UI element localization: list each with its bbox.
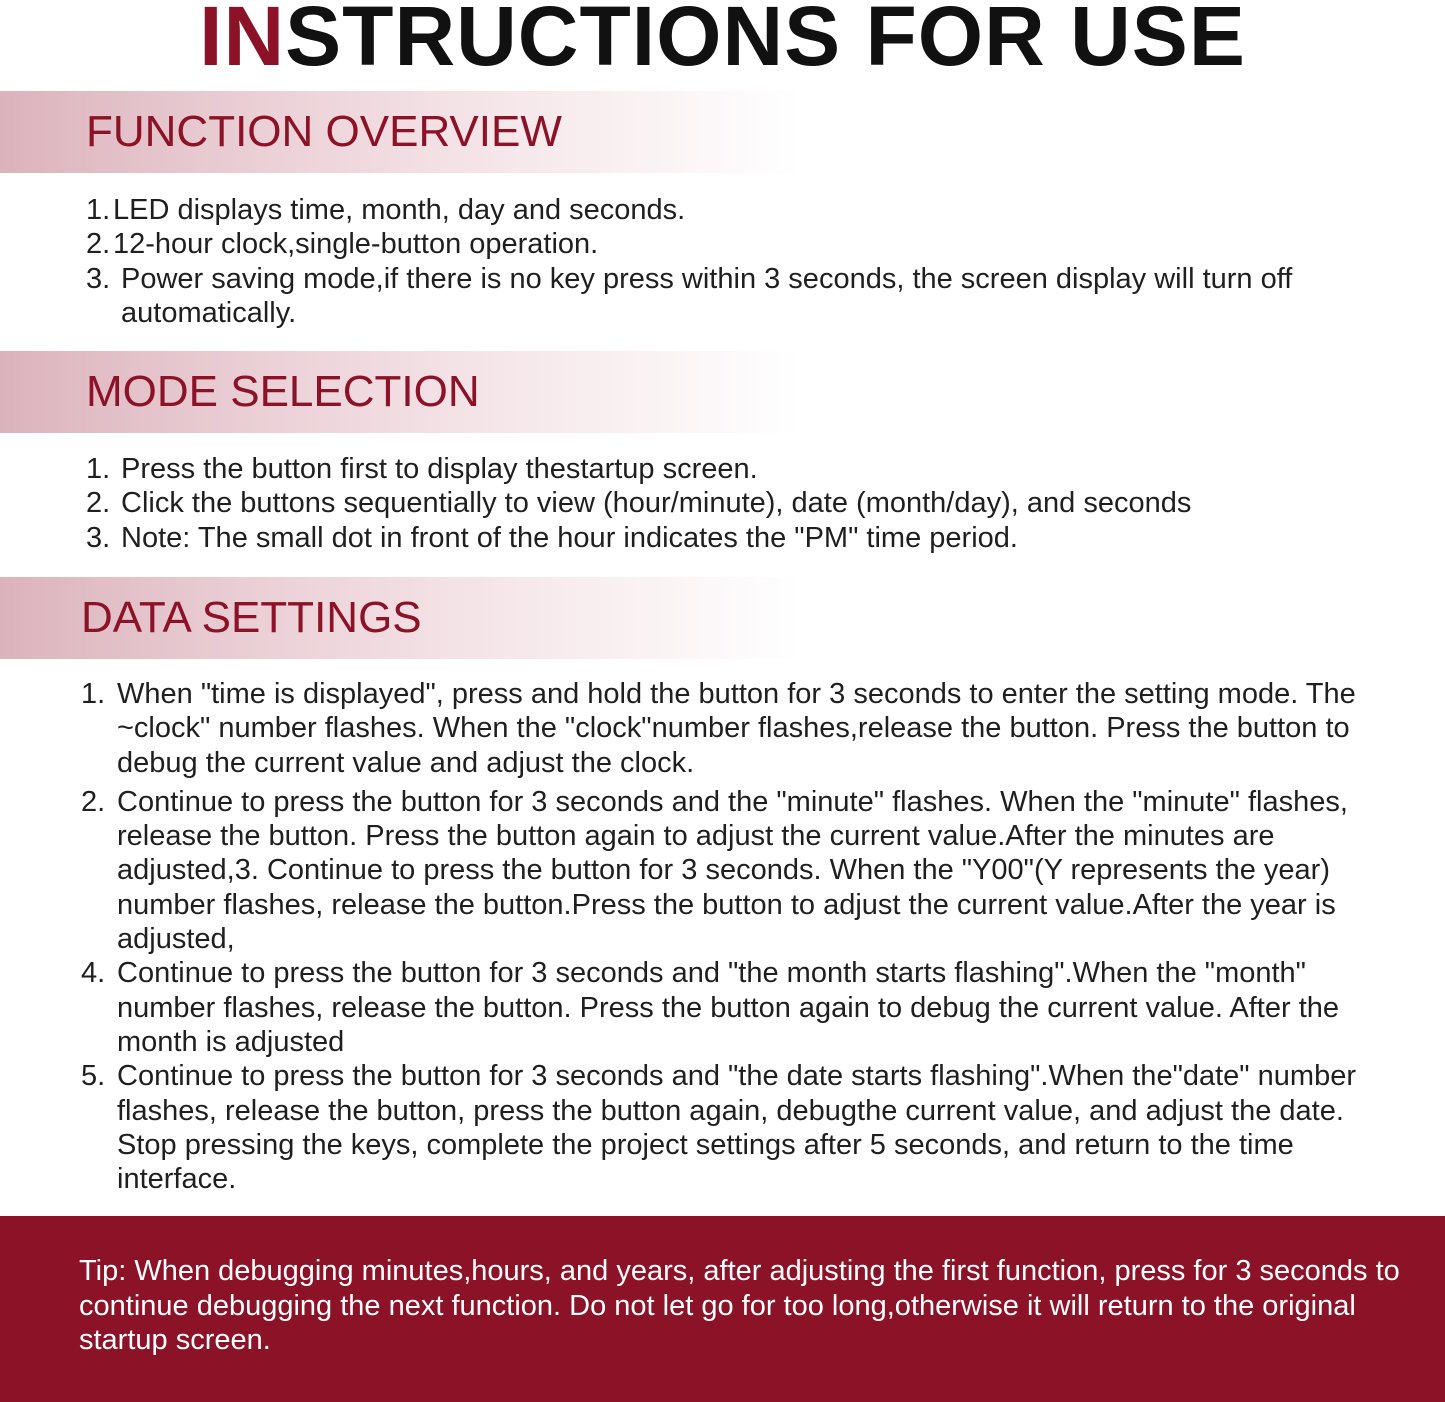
list-item <box>86 486 1386 520</box>
section-heading: MODE SELECTION <box>86 367 480 416</box>
page-title <box>0 0 1445 83</box>
item-text: Continue to press the button for 3 seconds and the "minute" flashes. When the "minute" flashes, release the button. Press the button again to adjust the current value.After the minutes are adjusted,3. Continue to press the button for 3 seconds. When the "Y00"(Y represents the year) number flashes, release the button.Press the button to adjust the current value.After the year is adjusted, <box>117 785 1348 956</box>
item-text: Power saving mode,if there is no key press within 3 seconds, the screen display will turn off automatically. <box>121 262 1293 329</box>
list-item <box>81 1059 1391 1196</box>
item-text: Click the buttons sequentially to view (hour/minute), date (month/day), and seconds <box>121 487 1192 520</box>
item-text: Note: The small dot in front of the hour indicates the "PM" time period. <box>121 521 1018 554</box>
list-item <box>81 956 1391 1059</box>
section-header-data-settings <box>0 577 800 659</box>
item-number: 1. <box>81 678 106 710</box>
list-item <box>86 262 1341 331</box>
tip-text: Tip: When debugging minutes,hours, and years, after adjusting the first function, press for 3 seconds to continue debugging the next function. Do not let go for too long,otherwise it will return to the original startup screen. <box>79 1255 1400 1356</box>
section-header-mode-selection <box>0 351 800 433</box>
item-number: 1. <box>86 453 111 485</box>
item-text: When "time is displayed", press and hold the button for 3 seconds to enter the setting mode. The ~clock" number flashes. When the "clock"number flashes,release the button. Press the button to debug the current value and adjust the clock. <box>117 678 1356 779</box>
list-item <box>86 227 1386 261</box>
list-item <box>81 785 1391 956</box>
item-number: 3. <box>86 521 111 554</box>
list-item <box>86 193 1386 227</box>
title-rest: STRUCTIONS FOR USE <box>285 0 1246 83</box>
item-number: 4. <box>81 957 106 990</box>
section-heading: FUNCTION OVERVIEW <box>86 107 562 156</box>
data-settings-list <box>81 677 1391 1196</box>
section-heading: DATA SETTINGS <box>81 593 422 642</box>
item-text: LED displays time, month, day and seconds. <box>113 194 686 226</box>
item-number: 5. <box>81 1060 106 1093</box>
list-item <box>86 452 1386 486</box>
list-item <box>81 677 1391 780</box>
item-text: Continue to press the button for 3 seconds and "the month starts flashing".When the "month" number flashes, release the button. Press the button again to debug the current value. After the month is adjusted <box>117 957 1340 1058</box>
item-number: 1. <box>86 194 111 226</box>
item-number: 2. <box>86 487 111 520</box>
tip-box <box>0 1216 1445 1402</box>
item-number: 2. <box>81 785 106 818</box>
function-overview-list <box>86 193 1386 330</box>
item-text: Press the button first to display thestartup screen. <box>121 453 758 485</box>
item-number: 3. <box>86 262 111 295</box>
title-accent: IN <box>199 0 286 83</box>
section-header-function-overview <box>0 91 800 173</box>
item-number: 2. <box>86 228 111 261</box>
item-text: Continue to press the button for 3 seconds and "the date starts flashing".When the"date" number flashes, release the button, press the button again, debugthe current value, and adjust the date. Stop pressing the keys, complete the project settings after 5 seconds, and return to the time interface. <box>117 1060 1356 1196</box>
mode-selection-list <box>86 452 1386 555</box>
item-text: 12-hour clock,single-button operation. <box>113 228 599 261</box>
list-item <box>86 521 1386 555</box>
